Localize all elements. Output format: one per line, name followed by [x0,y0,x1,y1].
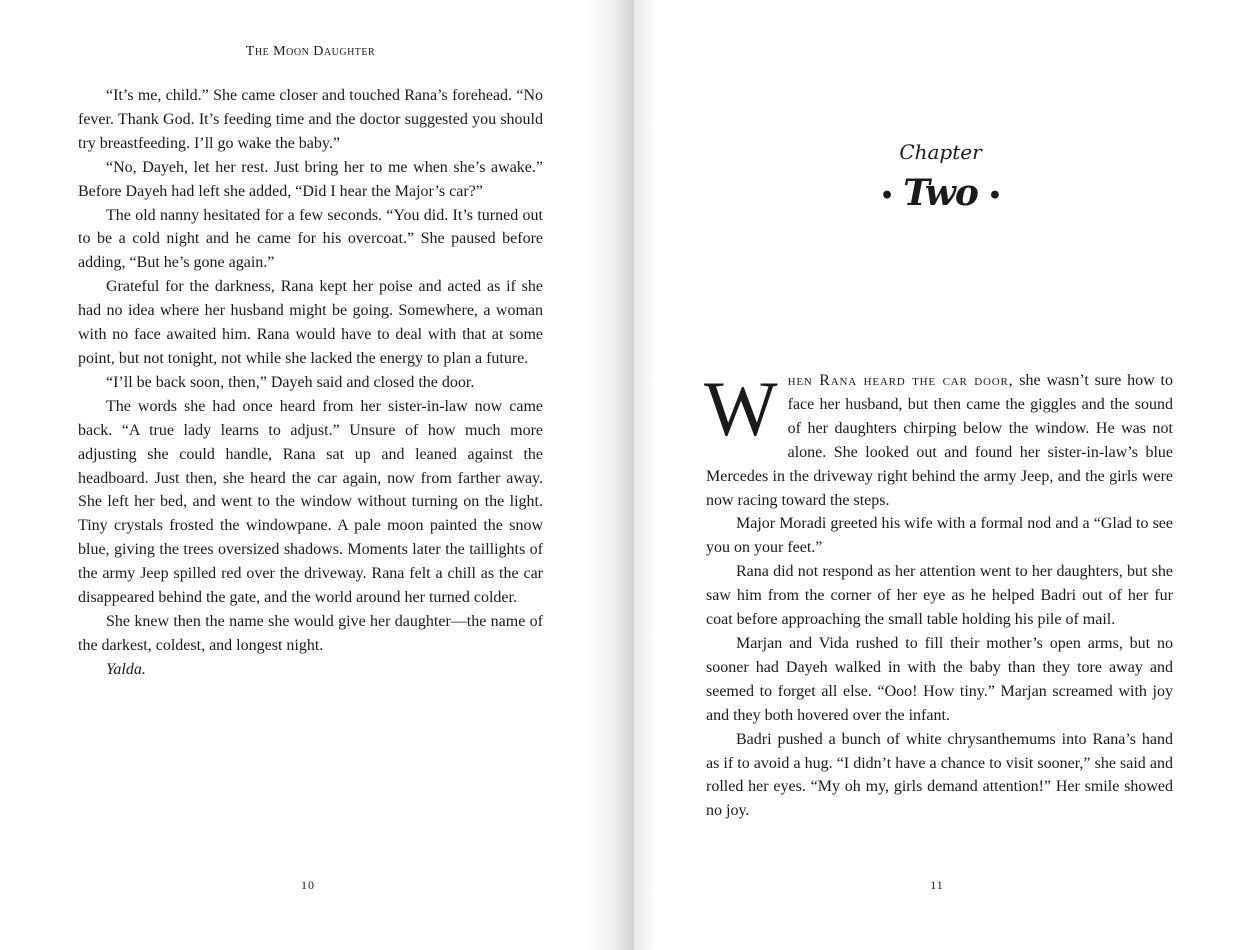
ornament-dot-left: • [880,183,894,209]
gutter-shadow [585,0,634,950]
right-page [634,0,1247,950]
paragraph: Grateful for the darkness, Rana kept her poise and acted as if she had no idea where her husband might be going. Somewhere, a woman with no face awaited him. Rana would have to deal with that at some point, but not tonight, not while she lacked the energy to plan a future. [78,278,543,367]
chapter-title [634,172,1247,214]
page-number-left: 10 [301,878,315,892]
left-body-text [78,84,543,682]
paragraph-yalda: Yalda. [106,660,146,678]
paragraph: “It’s me, child.” She came closer and touched Rana’s forehead. “No fever. Thank God. It’s feeding time and the doctor suggested you should try breastfeeding. I’ll go wake the baby.” [78,87,543,152]
running-head: The Moon Daughter [245,44,376,59]
drop-cap: W [704,365,778,452]
paragraph: She knew then the name she would give her daughter—the name of the darkest, coldest, and longest night. [78,612,543,654]
paragraph: “No, Dayeh, let her rest. Just bring her to me when she’s awake.” Before Dayeh had left she added, “Did I hear the Major’s car?” [78,158,543,200]
chapter-label: Chapter [899,140,982,164]
opening-paragraph [704,365,1173,512]
paragraph: The old nanny hesitated for a few seconds. “You did. It’s turned out to be a cold night and he came for his overcoat.” She paused before adding, “But he’s gone again.” [78,206,543,272]
paragraph: “I’ll be back soon, then,” Dayeh said and closed the door. [106,373,475,391]
page-number-right: 11 [930,878,944,892]
paragraph: Badri pushed a bunch of white chrysanthemums into Rana’s hand as if to avoid a hug. “I didn’t have a chance to visit sooner,” she said and rolled her eyes. “My oh my, girls demand attention!” Her smile showed no joy. [706,730,1173,820]
paragraph: Rana did not respond as her attention went to her daughters, but she saw him from the corner of her eye as he helped Badri out of her fur coat before approaching the small table holding his pile of mail. [706,563,1173,629]
ornament-dot-right: • [987,183,1001,209]
lead-in: hen Rana heard the car door, [787,372,1014,389]
paragraph: Major Moradi greeted his wife with a formal nod and a “Glad to see you on your feet.” [706,515,1173,557]
paragraph: Marjan and Vida rushed to fill their mother’s open arms, but no sooner had Dayeh walked in with the baby than they tore away and seemed to forget all else. “Ooo! How tiny.” Marjan screamed with joy and they both hovered over the infant. [706,634,1173,724]
opening-text: she wasn’t sure how to face her husband, but then came the giggles and the sound of her daughters chirping below the window. He was not alone. She looked out and found her sister-in-law’s blue Mercedes in the driveway right behind the army Jeep, and the girls were now racing toward the steps. [706,372,1173,509]
gutter-shadow-right [634,0,656,950]
right-body-text [704,365,1173,823]
paragraph: The words she had once heard from her sister-in-law now came back. “A true lady learns to adjust.” Unsure of how much more adjusting she could handle, Rana sat up and leaned against the headboard. Just then, she heard the car again, now from farther away. She left her bed, and went to the window without turning on the light. Tiny crystals frosted the windowpane. A pale moon painted the snow blue, giving the trees oversized shadows. Moments later the taillights of the army Jeep spilled red over the driveway. Rana felt a chill as the car disappeared behind the gate, and the world around her turned colder. [78,397,543,607]
chapter-number: Two [903,172,978,214]
